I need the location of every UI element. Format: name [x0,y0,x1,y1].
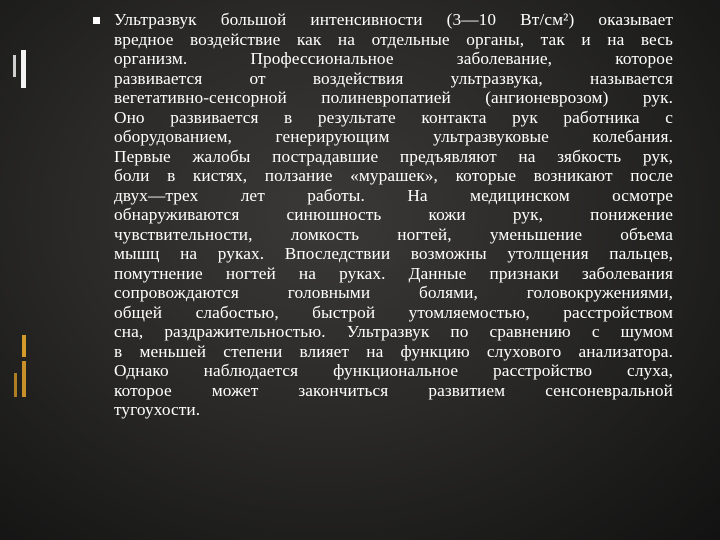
paragraph-line: помутнение ногтей на руках. Данные признаки заболевания [114,263,673,283]
paragraph-line: которое может закончиться развитием сенсоневральной [114,380,673,400]
paragraph-line: вредное воздействие как на отдельные органы, так и на весь [114,29,673,49]
paragraph-line: чувствительности, ломкость ногтей, уменьшение объема [114,224,673,244]
bullet-square-icon [93,17,100,24]
paragraph-line: вегетативно-сенсорной полиневропатией (ангионеврозом) рук. [114,88,673,107]
paragraph-line: оборудованием, генерирующим ультразвуковые колебания. [114,127,673,146]
paragraph-line: сна, раздражительностью. Ультразвук по сравнению с шумом [114,322,673,341]
paragraph-line: боли в кистях, ползание «мурашек», которые возникают после [114,166,673,185]
body-paragraph [114,10,673,420]
decorative-bar-gold-top [22,335,26,357]
paragraph-line: Однако наблюдается функциональное расстройство слуха, [114,361,673,380]
paragraph-line: общей слабостью, быстрой утомляемостью, расстройством [114,302,673,322]
paragraph-line: Ультразвук большой интенсивности (3—10 Вт/см²) оказывает [114,10,673,29]
paragraph-line: тугоухости. [114,400,201,419]
paragraph-line: двух—трех лет работы. На медицинском осмотре [114,185,673,205]
paragraph-line: мышц на руках. Впоследствии возможны утолщения пальцев, [114,244,673,263]
paragraph-line: развивается от воздействия ультразвука, называется [114,68,673,88]
decorative-bar-white-small [13,55,16,77]
paragraph-line: Первые жалобы пострадавшие предъявляют на зябкость рук, [114,146,673,166]
paragraph-line: в меньшей степени влияет на функцию слухового анализатора. [114,341,673,361]
decorative-bar-gold-small [14,373,17,397]
decorative-bar-gold-bottom [22,361,26,397]
slide-content [93,10,673,420]
decorative-bar-white [21,50,26,88]
paragraph-line: обнаруживаются синюшность кожи рук, понижение [114,205,673,224]
paragraph-line: сопровождаются головными болями, головокружениями, [114,283,673,302]
paragraph-line: организм. Профессиональное заболевание, которое [114,49,673,68]
paragraph-line: Оно развивается в результате контакта рук работника с [114,107,673,127]
